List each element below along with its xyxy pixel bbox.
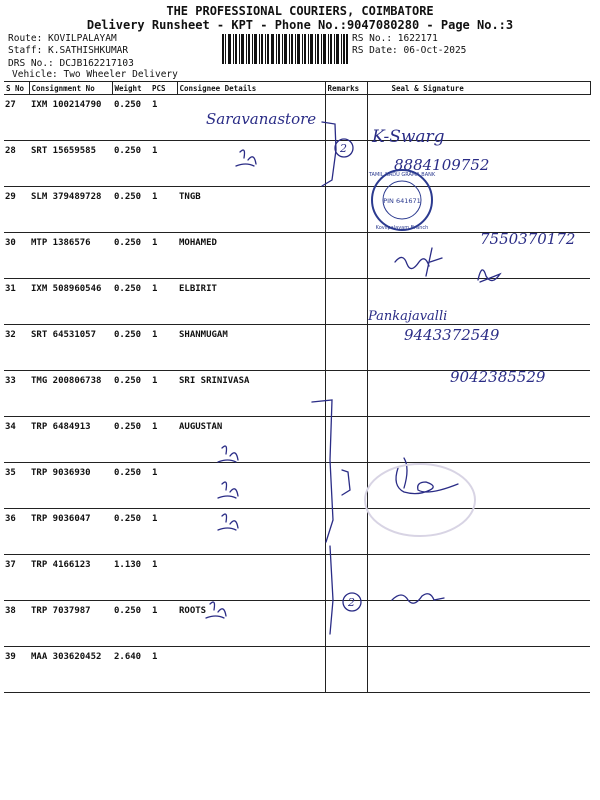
bank-stamp xyxy=(368,170,436,231)
row-pcs: 1 xyxy=(150,187,177,233)
company-title: THE PROFESSIONAL COURIERS, COIMBATORE xyxy=(166,4,434,18)
hand-store-name: Saravanastore xyxy=(206,110,317,128)
row-consignment-no: TRP 6484913 xyxy=(29,417,112,463)
row-weight: 0.250 xyxy=(112,233,150,279)
ditto-mark-36 xyxy=(218,482,238,498)
row-pcs: 1 xyxy=(150,95,177,141)
row-weight: 0.250 xyxy=(112,325,150,371)
row-sno: 32 xyxy=(4,325,29,371)
row-pcs: 1 xyxy=(150,417,177,463)
row-consignment-no: SRT 64531057 xyxy=(29,325,112,371)
row-weight: 0.250 xyxy=(112,601,150,647)
row-consignee: SHANMUGAM xyxy=(177,325,325,371)
row-sno: 29 xyxy=(4,187,29,233)
col-header-consignee: Consignee Details xyxy=(177,82,325,95)
col-header-weight: Weight xyxy=(112,82,150,95)
row-weight: 0.250 xyxy=(112,371,150,417)
hand-phone-4: 9042385529 xyxy=(450,368,546,386)
row-pcs: 1 xyxy=(150,601,177,647)
hand-circle-2a: 2 xyxy=(340,142,347,155)
row-sno: 27 xyxy=(4,95,29,141)
col-header-consignment: Consignment No xyxy=(29,82,112,95)
row-weight: 0.250 xyxy=(112,279,150,325)
row-sno: 34 xyxy=(4,417,29,463)
row-weight: 2.640 xyxy=(112,647,150,693)
row-consignment-no: IXM 100214790 xyxy=(29,95,112,141)
row-consignee: TNGB xyxy=(177,187,325,233)
staff-label: Staff: K.SATHISHKUMAR xyxy=(8,45,129,56)
ditto-mark-28 xyxy=(236,150,256,166)
row-pcs: 1 xyxy=(150,463,177,509)
row-weight: 0.250 xyxy=(112,463,150,509)
row-consignment-no: MAA 303620452 xyxy=(29,647,112,693)
signature-31 xyxy=(395,248,442,276)
row-consignment-no: TRP 9036930 xyxy=(29,463,112,509)
remarks-bracket-4 xyxy=(342,470,350,495)
row-sno: 35 xyxy=(4,463,29,509)
svg-text:TAMIL NADU GRAMA BANK: TAMIL NADU GRAMA BANK xyxy=(368,172,436,178)
row-sno: 37 xyxy=(4,555,29,601)
drs-number: DRS No.: DCJB162217103 xyxy=(8,58,134,69)
ditto-mark-39 xyxy=(206,602,226,618)
hand-phone-2: 7550370172 xyxy=(480,230,576,248)
hand-name-2: Pankajavalli xyxy=(368,309,448,324)
row-pcs: 1 xyxy=(150,647,177,693)
runsheet-subtitle: Delivery Runsheet - KPT - Phone No.:9047080280 - Page No.:3 xyxy=(86,18,514,32)
vehicle-label: Vehicle: Two Wheeler Delivery xyxy=(12,69,178,80)
hand-sign-1: K-Swarg xyxy=(372,127,445,147)
row-consignment-no: TRP 9036047 xyxy=(29,509,112,555)
svg-text:Kovilpalayam Branch: Kovilpalayam Branch xyxy=(375,225,429,231)
hand-phone-1: 8884109752 xyxy=(394,156,490,174)
row-pcs: 1 xyxy=(150,233,177,279)
row-weight: 0.250 xyxy=(112,509,150,555)
col-header-remarks: Remarks xyxy=(325,82,367,95)
row-consignment-no: TRP 7037987 xyxy=(29,601,112,647)
row-consignment-no: TRP 4166123 xyxy=(29,555,112,601)
ditto-mark-37 xyxy=(218,514,238,530)
row-consignee: SRI SRINIVASA xyxy=(177,371,325,417)
row-pcs: 1 xyxy=(150,371,177,417)
row-sno: 33 xyxy=(4,371,29,417)
row-consignee: ELBIRIT xyxy=(177,279,325,325)
remarks-bracket-2 xyxy=(312,400,333,542)
row-weight: 0.250 xyxy=(112,141,150,187)
row-sno: 31 xyxy=(4,279,29,325)
row-weight: 0.250 xyxy=(112,417,150,463)
svg-text:PIN 641671: PIN 641671 xyxy=(383,197,421,205)
row-pcs: 1 xyxy=(150,141,177,187)
row-pcs: 1 xyxy=(150,325,177,371)
col-header-seal: Seal & Signature xyxy=(367,82,590,95)
remarks-bracket-1 xyxy=(322,122,336,186)
col-header-sno: S No xyxy=(4,82,29,95)
col-header-pcs: PCS xyxy=(150,82,177,95)
row-sno: 38 xyxy=(4,601,29,647)
remarks-bracket-3 xyxy=(330,546,333,634)
row-consignee: MOHAMED xyxy=(177,233,325,279)
row-consignment-no: TMG 200806738 xyxy=(29,371,112,417)
row-consignment-no: SRT 15659585 xyxy=(29,141,112,187)
row-weight: 0.250 xyxy=(112,95,150,141)
row-pcs: 1 xyxy=(150,279,177,325)
row-weight: 0.250 xyxy=(112,187,150,233)
hand-circle-2b: 2 xyxy=(348,596,355,609)
row-consignment-no: IXM 508960546 xyxy=(29,279,112,325)
hand-phone-3: 9443372549 xyxy=(404,326,500,344)
signature-39 xyxy=(392,594,444,603)
route-label: Route: KOVILPALAYAM xyxy=(8,33,117,44)
row-sno: 30 xyxy=(4,233,29,279)
faint-stamp-ghost xyxy=(365,464,475,536)
row-sno: 28 xyxy=(4,141,29,187)
rs-date: RS Date: 06-Oct-2025 xyxy=(352,45,467,56)
row-consignee: ROOTS xyxy=(177,601,325,647)
row-consignee: AUGUSTAN xyxy=(177,417,325,463)
ditto-mark-35 xyxy=(218,446,238,462)
signature-31b xyxy=(478,270,500,282)
row-consignment-no: MTP 1386576 xyxy=(29,233,112,279)
row-weight: 1.130 xyxy=(112,555,150,601)
rs-number: RS No.: 1622171 xyxy=(352,33,438,44)
row-consignment-no: SLM 379489728 xyxy=(29,187,112,233)
row-sno: 39 xyxy=(4,647,29,693)
row-pcs: 1 xyxy=(150,555,177,601)
row-pcs: 1 xyxy=(150,509,177,555)
row-sno: 36 xyxy=(4,509,29,555)
